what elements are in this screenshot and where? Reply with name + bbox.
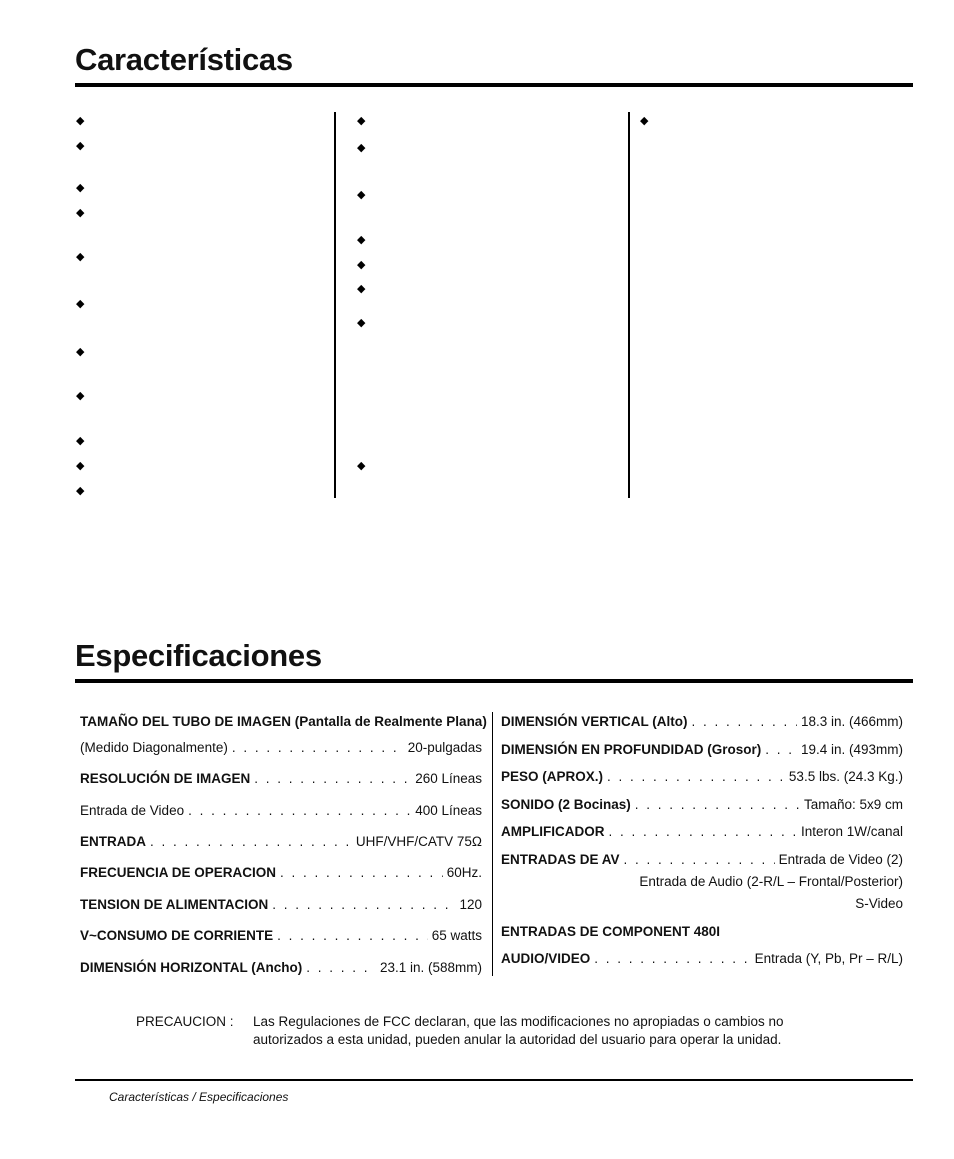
footer-divider [75, 1079, 913, 1081]
spec-value: 400 Líneas [415, 803, 482, 818]
bullet-icon: ◆ [76, 390, 85, 402]
spec-row [80, 771, 482, 787]
spec-label: ENTRADA [80, 834, 146, 849]
bullet-icon: ◆ [76, 140, 85, 152]
caution-label: PRECAUCION : [136, 1014, 234, 1029]
spec-value: 260 Líneas [415, 771, 482, 786]
bullet-icon: ◆ [357, 283, 366, 295]
spec-value: Tamaño: 5x9 cm [803, 797, 903, 812]
spec-label: PESO (APROX.) [501, 769, 604, 784]
spec-row [501, 951, 903, 967]
spec-row [80, 740, 482, 756]
spec-value: Entrada de Video (2) [778, 852, 903, 867]
spec-row [501, 797, 903, 813]
spec-row [501, 824, 903, 840]
tube-size-label [80, 714, 487, 730]
leader-dots [277, 928, 428, 944]
spec-label: SONIDO (2 Bocinas) [501, 797, 631, 812]
spec-value: 120 [459, 897, 482, 912]
leader-dots [150, 834, 352, 850]
caution-text-line-2: autorizados a esta unidad, pueden anular la autoridad del usuario para operar la unidad. [253, 1032, 782, 1047]
spec-value: Interon 1W/canal [800, 824, 903, 839]
component-inputs-label [501, 924, 720, 940]
leader-dots [280, 865, 443, 881]
bullet-icon: ◆ [76, 298, 85, 310]
leader-dots [635, 797, 800, 813]
leader-dots [609, 824, 797, 840]
bullet-icon: ◆ [76, 435, 85, 447]
spec-row [501, 714, 903, 730]
spec-value: 65 watts [431, 928, 482, 943]
leader-dots [624, 852, 775, 868]
spec-label: DIMENSIÓN VERTICAL (Alto) [501, 714, 688, 729]
bullet-icon: ◆ [357, 234, 366, 246]
bullet-icon: ◆ [76, 460, 85, 472]
spec-label: DIMENSIÓN EN PROFUNDIDAD (Grosor) [501, 742, 762, 757]
spec-label: TENSION DE ALIMENTACION [80, 897, 269, 912]
bullet-icon: ◆ [76, 207, 85, 219]
spec-value: 20-pulgadas [407, 740, 482, 755]
bullet-icon: ◆ [76, 251, 85, 263]
specs-divider [75, 679, 913, 683]
leader-dots [607, 769, 785, 785]
spec-row [501, 742, 903, 758]
features-divider [75, 83, 913, 87]
component-inputs-label-text: ENTRADAS DE COMPONENT 480I [501, 924, 721, 939]
spec-value: 23.1 in. (588mm) [379, 960, 482, 975]
bullet-icon: ◆ [76, 182, 85, 194]
leader-dots [254, 771, 411, 787]
bullet-icon: ◆ [357, 115, 366, 127]
caution-text-line-1: Las Regulaciones de FCC declaran, que las modificaciones no apropiadas o cambios no [253, 1014, 784, 1029]
spec-row [80, 897, 482, 913]
bullet-icon: ◆ [357, 317, 366, 329]
spec-label: DIMENSIÓN HORIZONTAL (Ancho) [80, 960, 303, 975]
spec-label: Entrada de Video [80, 803, 185, 818]
spec-label: AUDIO/VIDEO [501, 951, 591, 966]
specs-title: Especificaciones [75, 638, 322, 673]
features-title: Características [75, 42, 293, 77]
spec-column-divider [492, 712, 493, 976]
bullet-icon: ◆ [357, 189, 366, 201]
spec-value: 18.3 in. (466mm) [800, 714, 903, 729]
bullet-icon: ◆ [640, 115, 649, 127]
av-input-extra-svideo: S-Video [855, 896, 903, 911]
leader-dots [188, 803, 411, 819]
spec-value: 19.4 in. (493mm) [800, 742, 903, 757]
column-divider [334, 112, 336, 498]
av-input-extra-audio: Entrada de Audio (2-R/L – Frontal/Posterior) [639, 874, 903, 889]
spec-label: FRECUENCIA DE OPERACION [80, 865, 277, 880]
leader-dots [765, 742, 797, 758]
spec-label: (Medido Diagonalmente) [80, 740, 228, 755]
spec-row [80, 834, 482, 850]
leader-dots [232, 740, 404, 756]
footer-text: Características / Especificaciones [109, 1090, 289, 1104]
spec-row [501, 769, 903, 785]
bullet-icon: ◆ [357, 259, 366, 271]
spec-label: V~CONSUMO DE CORRIENTE [80, 928, 274, 943]
bullet-icon: ◆ [76, 115, 85, 127]
bullet-icon: ◆ [76, 346, 85, 358]
spec-value: 53.5 lbs. (24.3 Kg.) [788, 769, 903, 784]
leader-dots [692, 714, 797, 730]
leader-dots [594, 951, 750, 967]
spec-row [501, 852, 903, 868]
spec-value: Entrada (Y, Pb, Pr – R/L) [754, 951, 903, 966]
spec-row [80, 865, 482, 881]
spec-label: ENTRADAS DE AV [501, 852, 620, 867]
spec-label: RESOLUCIÓN DE IMAGEN [80, 771, 251, 786]
spec-row [80, 803, 482, 819]
spec-label: AMPLIFICADOR [501, 824, 605, 839]
bullet-icon: ◆ [357, 460, 366, 472]
spec-value: UHF/VHF/CATV 75Ω [355, 834, 482, 849]
spec-row [80, 928, 482, 944]
spec-value: 60Hz. [446, 865, 482, 880]
bullet-icon: ◆ [357, 142, 366, 154]
leader-dots [306, 960, 376, 976]
spec-row [80, 960, 482, 976]
leader-dots [272, 897, 455, 913]
bullet-icon: ◆ [76, 485, 85, 497]
column-divider [628, 112, 630, 498]
tube-size-label-text: TAMAÑO DEL TUBO DE IMAGEN (Pantalla de Realmente Plana) [80, 714, 487, 729]
